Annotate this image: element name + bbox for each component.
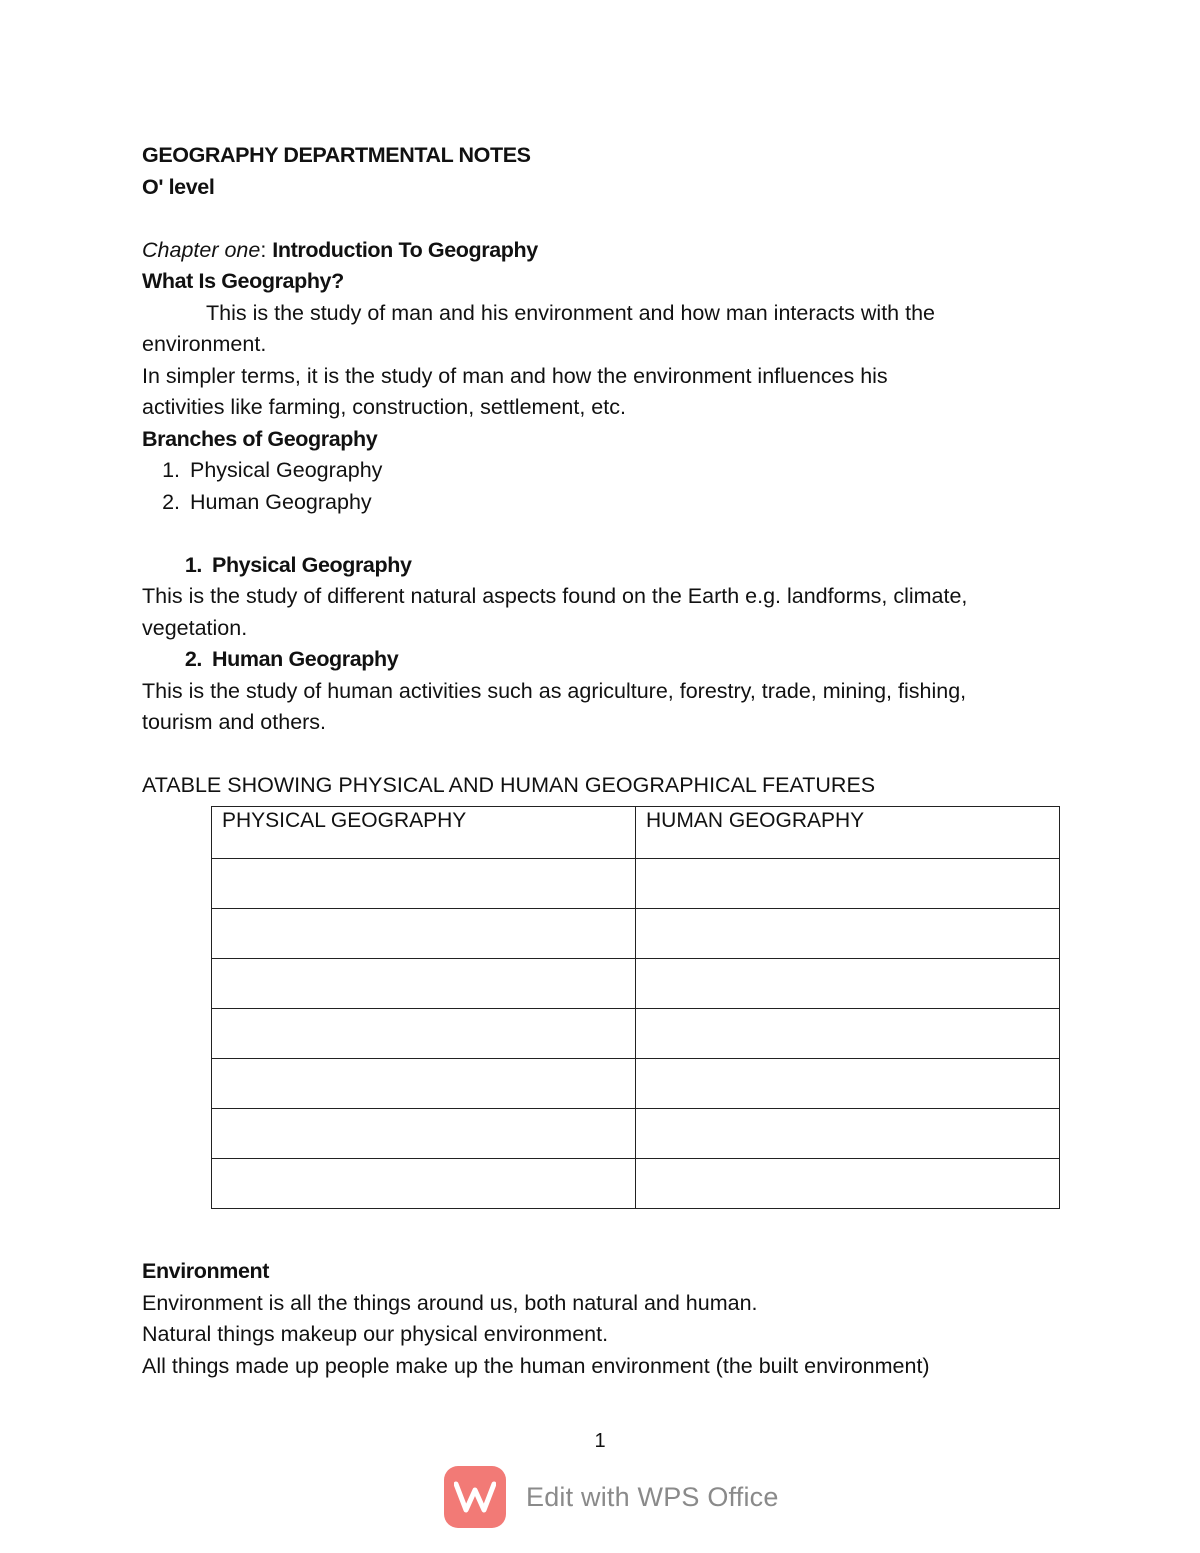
chapter-prefix: Chapter one <box>142 237 261 262</box>
human-line-2: tourism and others. <box>142 710 327 734</box>
branch-list-item <box>142 455 1072 487</box>
document-title: GEOGRAPHY DEPARTMENTAL NOTES <box>142 143 531 167</box>
wps-watermark-text: Edit with WPS Office <box>526 1481 779 1512</box>
what-is-heading: What Is Geography? <box>142 269 344 293</box>
table-row <box>212 959 1060 1009</box>
table-row <box>212 1009 1060 1059</box>
spacer <box>142 518 1072 550</box>
physical-heading <box>142 550 1072 582</box>
table-row <box>212 1159 1060 1209</box>
definition-line-4: activities like farming, construction, settlement, etc. <box>142 395 626 419</box>
chapter-title: Introduction To Geography <box>272 237 538 262</box>
spacer <box>142 739 1072 771</box>
environment-line-2: Natural things makeup our physical environment. <box>142 1322 609 1346</box>
list-number: 2. <box>162 489 180 514</box>
wps-watermark[interactable] <box>444 1466 779 1528</box>
table-cell <box>212 1009 636 1059</box>
list-number: 1. <box>162 458 180 482</box>
table-cell <box>212 959 636 1009</box>
table-cell <box>212 1159 636 1209</box>
table-cell <box>636 909 1060 959</box>
physical-line-2: vegetation. <box>142 615 248 640</box>
table-caption: ATABLE SHOWING PHYSICAL AND HUMAN GEOGRAPHICAL FEATURES <box>142 773 876 797</box>
table-body <box>212 859 1060 1209</box>
table-row <box>212 909 1060 959</box>
table-header-physical: PHYSICAL GEOGRAPHY <box>212 807 636 859</box>
branches-heading: Branches of Geography <box>142 426 378 451</box>
environment-line-3: All things made up people make up the human environment (the built environment) <box>142 1353 930 1378</box>
environment-heading: Environment <box>142 1259 270 1283</box>
section-title: Physical Geography <box>212 552 412 577</box>
wps-logo-icon <box>444 1466 506 1528</box>
document-level: O' level <box>142 174 215 199</box>
physical-line-1: This is the study of different natural aspects found on the Earth e.g. landforms, climate, <box>142 584 968 608</box>
document-body <box>142 140 1072 802</box>
section-number: 1. <box>184 552 202 577</box>
table-cell <box>212 1059 636 1109</box>
table-cell <box>636 1059 1060 1109</box>
table-row <box>212 1059 1060 1109</box>
table-cell <box>636 959 1060 1009</box>
chapter-line: Chapter one: Introduction To Geography <box>142 237 538 262</box>
table-cell <box>212 859 636 909</box>
list-label: Human Geography <box>190 489 372 514</box>
definition-line-1: This is the study of man and his environment and how man interacts with the <box>206 300 935 325</box>
table-cell <box>212 1109 636 1159</box>
table-cell <box>636 859 1060 909</box>
table-cell <box>636 1109 1060 1159</box>
features-table <box>211 806 1060 1209</box>
spacer <box>142 203 1072 235</box>
table-cell <box>636 1009 1060 1059</box>
section-number: 2. <box>184 647 202 671</box>
table-cell <box>636 1159 1060 1209</box>
table-header-row <box>212 807 1060 859</box>
list-label: Physical Geography <box>190 458 383 482</box>
table-cell <box>212 909 636 959</box>
environment-line-1: Environment is all the things around us, both natural and human. <box>142 1290 758 1315</box>
page-number: 1 <box>594 1430 606 1452</box>
definition-line-2: environment. <box>142 332 267 356</box>
table-header-human: HUMAN GEOGRAPHY <box>636 807 1060 859</box>
branch-list-item <box>142 487 1072 519</box>
table-row <box>212 859 1060 909</box>
table-row <box>212 1109 1060 1159</box>
definition-line-3: In simpler terms, it is the study of man and how the environment influences his <box>142 363 888 388</box>
section-title: Human Geography <box>212 647 399 671</box>
environment-section <box>142 1256 1072 1382</box>
human-heading <box>142 644 1072 676</box>
human-line-1: This is the study of human activities such as agriculture, forestry, trade, mining, fishing, <box>142 678 967 703</box>
